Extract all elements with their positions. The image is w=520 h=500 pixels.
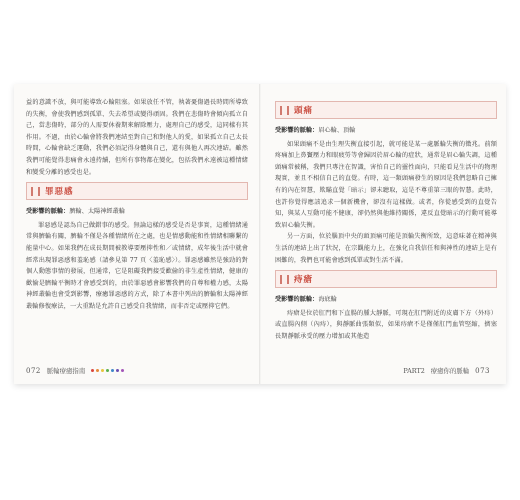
chakra-dot	[91, 369, 94, 372]
affected-label: 受影響的脈輪：	[275, 127, 319, 134]
section-heading-headache	[275, 101, 497, 119]
body-paragraph: 如果頭痛不是由生理失衡直接引起，就可能是某一處脈輪失衡的徵兆。前額疼痛加上鼻竇壓力和眼疲勞等會歸因於眉心輪的症狀，通常是眉心輪失調，這種頭痛常被稱，我們只專注在智識，害怕自己的靈性面向，只能看見生活中的物理現實，並且不相信自己的直覺。有時，這一類頭痛發生的原因是我們忽略自己擁有的內在智慧，欺瞞直覺「暗示」卻未聽取，這是不尊重第三眼的智慧。此時，也許你覺得應該追求一個新機會，卻沒有這樣做。或者，你從感受到的直覺告知，與某人互動可能不健康，卻仍然與他維持關係，違反直覺暗示的行動可能導致眉心輪失衡。	[275, 140, 497, 229]
affected-label: 受影響的脈輪：	[26, 208, 70, 216]
chakra-color-dots	[91, 369, 124, 372]
section-heading-hemorrhoids	[275, 270, 497, 288]
page-number: 072	[26, 366, 41, 375]
affected-chakras	[26, 206, 248, 218]
affected-chakras	[275, 125, 497, 137]
chakra-dot	[101, 369, 104, 372]
body-paragraph: 另一方面，位於腦頂中央的頭頂痛可能是頂輪失衡所致，這意味著在精神與生活的連結上出了狀況，在宗觀能力上，在強化自我信任和與神性的連結上是有困難的，我們也可能會感到孤單或對生活不滿。	[275, 233, 497, 264]
chakra-dot	[106, 369, 109, 372]
right-footer	[403, 366, 490, 375]
part-label: PART2	[403, 366, 425, 375]
affected-value: 臍輪、太陽神經叢輪	[69, 208, 125, 216]
section-marker-icon	[280, 275, 289, 284]
section-title: 痔瘡	[294, 275, 314, 286]
intro-paragraph: 益的意識不放，與可能導致心輪阻塞。如果放任不管，執著憂傷過長時間所導致的失衡，會使我們感到孤單、失去希望或變得頑固。我們在悲傷時會傾向孤立自己，當悲傷時，部分的人需要休養期來解除壓力，處理自己的感受，這同樣有其作用。不過，由於心輪會將我們連結至對自己和對他人的愛，如果孤立自己太長時間，心輪會缺乏運動，我們必須記得身體與自己，還有與他人再次連結。雖然我們可能覺得悲痛會永遠持續，但所有事物都在變化，包括我們永遠被這種情緒和變愛分離的感受也是。	[26, 99, 248, 176]
chakra-dot	[121, 369, 124, 372]
book-title: 脈輪療癒指南	[46, 367, 86, 375]
chakra-dot	[116, 369, 119, 372]
left-footer	[26, 366, 124, 375]
affected-chakras	[275, 294, 497, 306]
affected-value: 海底輪	[318, 296, 337, 304]
chakra-dot	[96, 369, 99, 372]
left-page	[26, 97, 248, 313]
body-paragraph: 痔瘡是位於肛門和下直腸的腫大靜脈，可現在肛門附近的皮膚下方（外痔）或直腸內側（內痔），與靜脈曲張類似，如果痔瘡不是僅僅肛門血管堅縮，擠塞長期靜脈承受的壓力增加或其他造	[275, 309, 497, 340]
page-number: 073	[475, 366, 490, 375]
section-heading-guilt	[26, 182, 248, 200]
right-page	[275, 97, 497, 343]
affected-label: 受影響的脈輪：	[275, 296, 319, 304]
section-title-footer: 療癒你的脈輪	[430, 367, 470, 375]
chakra-dot	[111, 369, 114, 372]
section-marker-icon	[280, 106, 289, 115]
section-title: 頭痛	[294, 106, 314, 116]
book-gutter	[259, 84, 261, 384]
section-marker-icon	[31, 187, 40, 196]
affected-value: 眉心輪、頂輪	[318, 127, 356, 134]
body-paragraph: 罪惡感是認為自己做錯事的感受。無論這樣的感受是否是事實，這種情緒通常與臍輪有關，臍輪不僅是各種情緒所在之處，也是情感動能和性情緒相聯繫的能量中心。如果我們在成長期間被教導要壓抑性和／或情緒，成年後生活中就會經常出現罪惡感和羞恥感（請參見第 77 頁〈羞恥感〉）。罪惡感雖然是強勁的對個人動態事情的發展，但通常，它是阻礙我們接受歡偷的非生產性情緒，健康的歡愉是臍輪平衡時才會感受到的，由於罪惡感會影響我們的自尊和權力感，太陽神經叢輪也會受到影響，療癒罪惡感的方式，除了本書中列出的臍輪和太陽神經叢輪修復療法，一大重點是允許自己感受自我情緒，而非否定或壓抑它們。	[26, 221, 248, 310]
section-title: 罪惡感	[45, 187, 74, 198]
